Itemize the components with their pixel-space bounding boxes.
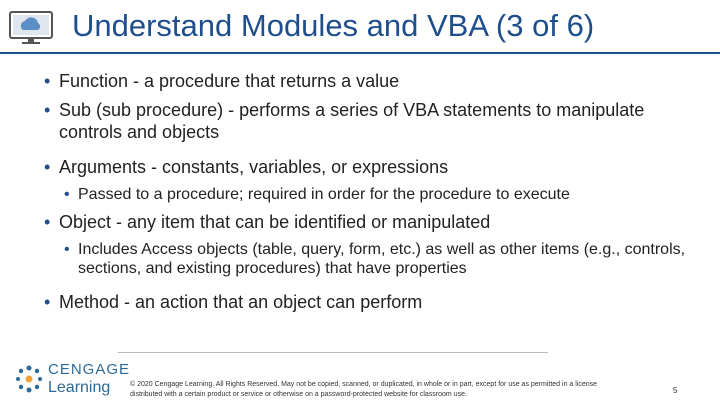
bullet-function: • Function - a procedure that returns a value	[44, 70, 704, 92]
copyright-notice: © 2020 Cengage Learning. All Rights Reserved. May not be copied, scanned, or duplicated, in whole or in part, except for use as permitted in a license distributed with a certain product or service or otherwise on a password-protected website for classroom use.	[130, 381, 598, 398]
logo-text-cengage: CENGAGE	[48, 361, 131, 378]
slide-title: Understand Modules and VBA (3 of 6)	[72, 8, 595, 43]
logo-text-learning: Learning	[48, 379, 111, 396]
sub-bullet-object: • Includes Access objects (table, query, form, etc.) as well as other items (e.g., controls, sections, and existing procedures) that have properties	[64, 240, 704, 278]
sub-bullet-arguments: • Passed to a procedure; required in order for the procedure to execute	[64, 185, 704, 204]
cloud-monitor-icon	[8, 10, 54, 46]
bullet-arguments: • Arguments - constants, variables, or expressions	[44, 156, 704, 178]
page-number: 5	[673, 386, 678, 395]
footer-divider	[118, 352, 548, 353]
bullet-object: • Object - any item that can be identified or manipulated	[44, 211, 704, 233]
bullet-method: • Method - an action that an object can perform	[44, 291, 704, 313]
title-divider	[0, 52, 720, 54]
bullet-list	[44, 70, 704, 313]
cengage-logo-icon	[14, 364, 44, 394]
bullet-sub: • Sub (sub procedure) - performs a series of VBA statements to manipulate controls and objects	[44, 99, 704, 143]
